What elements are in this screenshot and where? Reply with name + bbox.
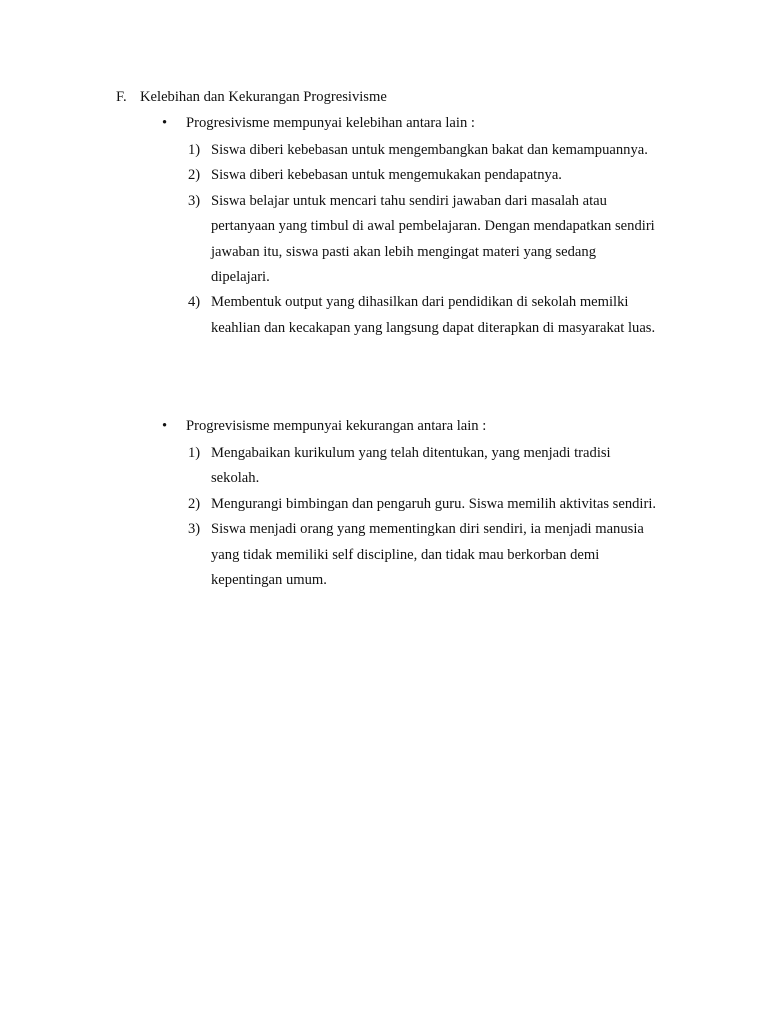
item-number: 1) — [188, 445, 201, 461]
disadvantages-intro-line — [162, 416, 682, 436]
list-item — [188, 441, 658, 492]
section-letter: F. — [116, 89, 127, 105]
list-item — [188, 138, 658, 163]
item-number: 3) — [188, 192, 201, 209]
bullet-icon: • — [162, 115, 168, 131]
item-number: 1) — [188, 142, 201, 158]
list-item — [188, 163, 658, 188]
item-text: Siswa menjadi orang yang mementingkan diri sendiri, ia menjadi manusia yang tidak memiliki self discipline, dan tidak mau berkorban demi kepentingan umum. — [211, 521, 644, 589]
advantages-intro-line — [162, 113, 682, 133]
item-text: Siswa belajar untuk mencari tahu sendiri jawaban dari masalah atau pertanyaan yang timbul di awal pembelajaran. Dengan mendapatkan sendiri jawaban itu, siswa pasti akan lebih mengingat materi yang sedang dipelajari. — [211, 192, 655, 286]
advantages-intro: Progresivisme mempunyai kelebihan antara lain : — [186, 115, 475, 131]
list-item — [188, 290, 658, 341]
item-number: 2) — [188, 167, 201, 184]
item-number: 3) — [188, 521, 201, 538]
item-text: Siswa diberi kebebasan untuk mengemukakan pendapatnya. — [211, 167, 562, 184]
advantages-list — [188, 138, 658, 341]
section-title: Kelebihan dan Kekurangan Progresivisme — [140, 89, 387, 105]
list-item — [188, 492, 658, 517]
item-number: 4) — [188, 294, 201, 311]
advantages-section — [162, 113, 682, 341]
list-item — [188, 189, 658, 291]
item-number: 2) — [188, 495, 201, 512]
disadvantages-list — [188, 441, 658, 593]
item-text: Membentuk output yang dihasilkan dari pendidikan di sekolah memilki keahlian dan kecakapan yang langsung dapat diterapkan di masyarakat luas. — [211, 294, 656, 336]
disadvantages-section — [162, 416, 682, 593]
section-heading — [116, 87, 387, 107]
list-item — [188, 517, 658, 593]
item-text: Mengabaikan kurikulum yang telah ditentukan, yang menjadi tradisi sekolah. — [211, 445, 611, 487]
item-text: Siswa diberi kebebasan untuk mengembangkan bakat dan kemampuannya. — [211, 142, 648, 158]
bullet-icon: • — [162, 418, 168, 434]
disadvantages-intro: Progrevisisme mempunyai kekurangan antara lain : — [186, 418, 487, 434]
item-text: Mengurangi bimbingan dan pengaruh guru. Siswa memilih aktivitas sendiri. — [211, 495, 657, 512]
